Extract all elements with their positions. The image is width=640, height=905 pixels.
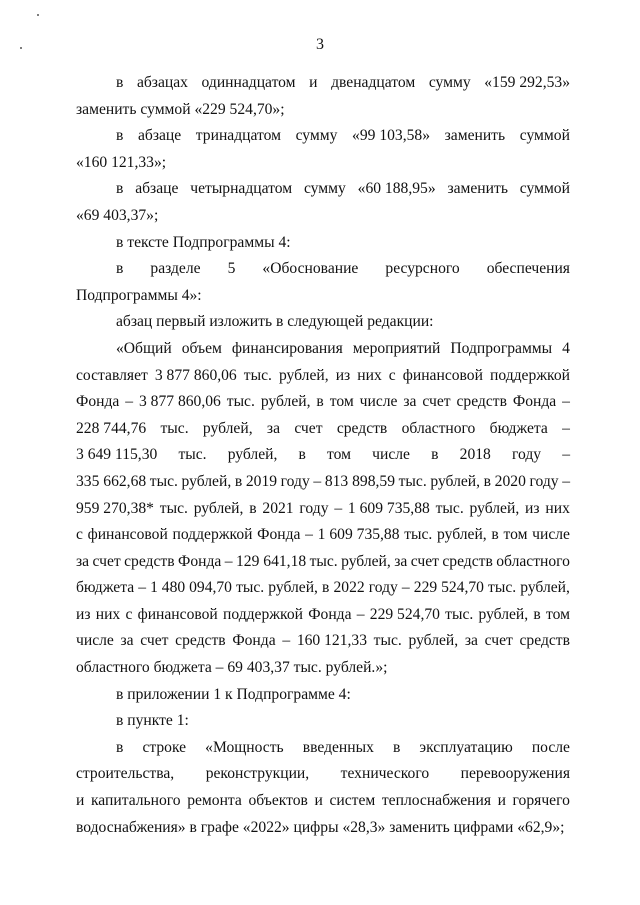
text-line (76, 761, 570, 788)
text-word: «99 103,58» (352, 127, 431, 145)
text-word: них (545, 499, 570, 517)
text-word: тыс. (398, 472, 427, 490)
text-word: рублей, (227, 446, 278, 464)
text-word: «159 292,53» (484, 74, 570, 91)
text-word: мероприятий (352, 339, 441, 357)
text-word: средств (442, 552, 493, 570)
text-word: счет (484, 632, 513, 650)
text-line (76, 708, 570, 735)
text-word: 2018 (459, 446, 491, 464)
text-word: тыс. (149, 472, 178, 490)
text-word: – (138, 579, 147, 597)
text-word: заменить (447, 180, 508, 198)
text-word: строительства, (76, 765, 175, 783)
text-word: в (491, 526, 499, 544)
text-word: – (356, 605, 365, 623)
text-line (76, 735, 570, 762)
text-word: рублей, (260, 393, 311, 411)
text-word: них (357, 366, 382, 384)
text-word: в (316, 393, 324, 411)
text-word: в (431, 446, 439, 464)
text-word: областного (401, 419, 476, 437)
text-line (76, 336, 570, 363)
text-word: за (403, 393, 417, 411)
text-word: 228 744,76 (76, 419, 147, 437)
text-word: числе (372, 446, 410, 464)
text-line (76, 442, 570, 469)
text-word: рублей, (520, 579, 570, 597)
text-word: и (314, 792, 323, 810)
text-word: теплоснабжения (381, 792, 491, 810)
text-word: средств (456, 393, 507, 411)
text-word: за (120, 632, 134, 650)
text-word: после (531, 738, 570, 756)
text-word: счет (294, 419, 323, 437)
text-word: числе (76, 632, 114, 650)
text-word: Подпрограммы 4»: (76, 286, 202, 304)
text-word: счет (92, 552, 121, 570)
text-word: году (280, 472, 310, 490)
text-word: тыс. (309, 552, 338, 570)
text-word: в приложении 1 к Подпрограмме 4: (116, 685, 351, 703)
text-word: поддержкой (172, 526, 253, 544)
page-number: 3 (316, 36, 324, 53)
text-word: абзаце (135, 180, 179, 198)
text-word: – (562, 393, 570, 411)
text-word: – (562, 472, 570, 490)
text-word: 2022 (333, 579, 365, 597)
text-line (76, 70, 570, 97)
text-word: рублей, (478, 605, 529, 623)
text-word: областного бюджета – 69 403,37 тыс. рублей.»; (76, 659, 388, 677)
text-word: 335 662,68 (76, 472, 147, 490)
text-line (76, 788, 570, 815)
text-word: в (116, 738, 124, 756)
text-word: финансовой (402, 366, 483, 384)
text-line (76, 256, 570, 283)
text-word: 2019 (245, 472, 278, 490)
text-word: том (546, 605, 570, 623)
text-word: заменить суммой «229 524,70»; (76, 100, 285, 118)
text-word: абзац первый изложить в следующей редакции: (116, 313, 434, 331)
text-word: тыс. (243, 366, 272, 384)
text-word: областного (496, 552, 570, 570)
text-word: рублей, (202, 419, 253, 437)
text-line (76, 203, 570, 230)
text-word: в (483, 472, 492, 490)
text-word: 1 480 094,70 (150, 579, 232, 597)
text-word: с (76, 526, 83, 544)
text-line (76, 575, 570, 602)
text-line (76, 123, 570, 150)
text-word: счет (422, 393, 451, 411)
text-word: – (562, 419, 570, 437)
text-word: «160 121,33»; (76, 153, 167, 171)
text-word: тыс. (404, 526, 433, 544)
text-word: за (394, 552, 408, 570)
text-word: тыс. (236, 579, 265, 597)
text-word: 229 524,70 (413, 579, 484, 597)
text-word: систем (329, 792, 376, 810)
text-word: в (392, 738, 401, 756)
text-word: числе (359, 393, 398, 411)
text-word: году (511, 446, 542, 464)
text-word: рублей, (181, 472, 232, 490)
text-line (76, 97, 570, 124)
text-word: том (329, 393, 354, 411)
text-word: рублей, (268, 579, 318, 597)
text-word: 229 524,70 (369, 605, 440, 623)
text-word: средств (519, 632, 570, 650)
text-word: 1 609 735,88 (317, 526, 400, 544)
text-word: – (224, 552, 233, 570)
text-word: финансовой (87, 526, 168, 544)
text-word: 3 877 860,06 (138, 393, 221, 411)
text-word: в (322, 579, 330, 597)
text-word: рублей, (193, 499, 244, 517)
text-word: – (125, 393, 134, 411)
text-word: тыс. (445, 605, 474, 623)
text-word: и (309, 74, 318, 91)
text-word: из (335, 366, 351, 384)
document-body (76, 70, 570, 841)
text-word: с (125, 605, 133, 623)
text-word: рублей, (430, 472, 481, 490)
text-word: в (116, 74, 124, 91)
text-word: поддержкой (490, 366, 570, 384)
text-word: 4 (562, 339, 570, 357)
text-word: счет (140, 632, 169, 650)
text-word: в (249, 499, 257, 517)
text-word: объектов (248, 792, 308, 810)
text-word: технического (340, 765, 430, 783)
text-word: перевооружения (460, 765, 570, 783)
text-word: тыс. (435, 499, 464, 517)
text-word: 1 609 735,88 (347, 499, 430, 517)
text-word: тыс. (373, 632, 402, 650)
text-word: бюджета (76, 579, 135, 597)
text-word: рублей, (408, 632, 459, 650)
text-word: тринадцатом (195, 127, 281, 145)
text-word: финансирования (231, 339, 343, 357)
text-word: разделе (150, 260, 201, 278)
text-word: капитального (90, 792, 181, 810)
text-word: 959 270,38* (76, 499, 154, 517)
text-word: году (529, 472, 559, 490)
text-word: эксплуатацию (419, 738, 513, 756)
text-word: заменить (444, 127, 506, 145)
text-word: 3 877 860,06 (154, 366, 237, 384)
text-word: рублей, (341, 552, 391, 570)
text-word: рублей, (437, 526, 487, 544)
text-word: объем (181, 339, 222, 357)
text-word: суммой (519, 127, 570, 145)
text-word: строке (142, 738, 187, 756)
text-line (76, 389, 570, 416)
text-word: рублей, (469, 499, 520, 517)
text-word: абзаце (137, 127, 182, 145)
text-word: Фонда (76, 393, 120, 411)
text-word: – (313, 472, 322, 490)
text-word: обеспечения (486, 260, 570, 278)
text-word: сумму (428, 74, 471, 91)
text-word: 2021 (262, 499, 294, 517)
text-word: в пункте 1: (116, 712, 189, 730)
text-word: реконструкции, (205, 765, 310, 783)
text-word: бюджета (489, 419, 548, 437)
text-word: – (562, 446, 570, 464)
text-line (76, 283, 570, 310)
text-word: тыс. (160, 419, 189, 437)
text-word: средств (336, 419, 388, 437)
text-word: сумму (303, 180, 346, 198)
text-word: – (282, 632, 291, 650)
text-word: 2020 (494, 472, 526, 490)
text-word: средств (124, 552, 175, 570)
text-word: и (497, 792, 506, 810)
text-word: за (266, 419, 281, 437)
text-line (76, 655, 570, 682)
text-word: числе (532, 526, 570, 544)
text-line (76, 230, 570, 257)
text-word: рублей, (278, 366, 329, 384)
text-word: тыс. (226, 393, 255, 411)
text-word: том (503, 526, 528, 544)
text-word: – (305, 526, 313, 544)
text-word: горячего (512, 792, 570, 810)
text-word: 129 641,18 (235, 552, 307, 570)
text-word: финансовой (137, 605, 218, 623)
text-line (76, 628, 570, 655)
text-word: «60 188,95» (357, 180, 436, 198)
text-line (76, 309, 570, 336)
text-word: Подпрограммы (450, 339, 553, 357)
text-word: в тексте Подпрограммы 4: (116, 233, 291, 251)
text-word: них (95, 605, 121, 623)
text-word: «Мощность (205, 738, 284, 756)
text-line (76, 522, 570, 549)
text-word: в (533, 605, 541, 623)
text-line (76, 176, 570, 203)
text-word: двенадцатом (331, 74, 416, 91)
text-word: введенных (302, 738, 374, 756)
text-word: суммой (519, 180, 570, 198)
text-word: ресурсного (385, 260, 460, 278)
text-word: «Обоснование (262, 260, 359, 278)
text-word: сумму (295, 127, 338, 145)
text-line (76, 682, 570, 709)
text-word: водоснабжения» в графе «2022» цифры «28,3» заменить цифрами «62,9»; (76, 818, 565, 836)
text-word: с (388, 366, 396, 384)
scan-speck (37, 14, 39, 16)
text-word: счет (410, 552, 439, 570)
text-word: Фонда (232, 632, 276, 650)
text-word: Фонда (308, 605, 352, 623)
text-word: из (525, 499, 540, 517)
text-word: – (334, 499, 343, 517)
text-line (76, 602, 570, 629)
text-word: за (464, 632, 478, 650)
text-word: году (299, 499, 329, 517)
text-word: 160 121,33 (296, 632, 367, 650)
text-word: поддержкой (223, 605, 303, 623)
text-word: тыс. (178, 446, 207, 464)
text-word: тыс. (159, 499, 188, 517)
text-line (76, 150, 570, 177)
text-line (76, 416, 570, 443)
text-word: в (234, 472, 243, 490)
text-word: в (116, 260, 124, 278)
text-word: Фонда (512, 393, 557, 411)
text-word: четырнадцатом (190, 180, 293, 198)
text-word: из (76, 605, 91, 623)
text-word: тыс. (488, 579, 517, 597)
text-word: Фонда (257, 526, 301, 544)
text-word: ремонта (187, 792, 242, 810)
text-word: Фонда (178, 552, 222, 570)
text-word: 5 (227, 260, 236, 278)
text-word: одиннадцатом (201, 74, 296, 91)
text-line (76, 363, 570, 390)
text-word: «69 403,37»; (76, 206, 159, 224)
text-line (76, 815, 570, 842)
text-word: «Общий (116, 339, 172, 357)
text-word: 3 649 115,30 (76, 446, 158, 464)
text-line (76, 469, 570, 496)
text-word: в (116, 127, 124, 145)
text-line (76, 496, 570, 523)
text-word: – (401, 579, 410, 597)
text-word: и (76, 792, 85, 810)
text-line (76, 549, 570, 576)
text-word: 813 898,59 (324, 472, 395, 490)
text-word: году (368, 579, 398, 597)
text-word: абзацах (136, 74, 188, 91)
text-word: за (76, 552, 90, 570)
text-word: средств (175, 632, 226, 650)
text-word: в (298, 446, 306, 464)
text-word: составляет (76, 366, 148, 384)
text-word: том (327, 446, 352, 464)
text-word: в (116, 180, 124, 198)
